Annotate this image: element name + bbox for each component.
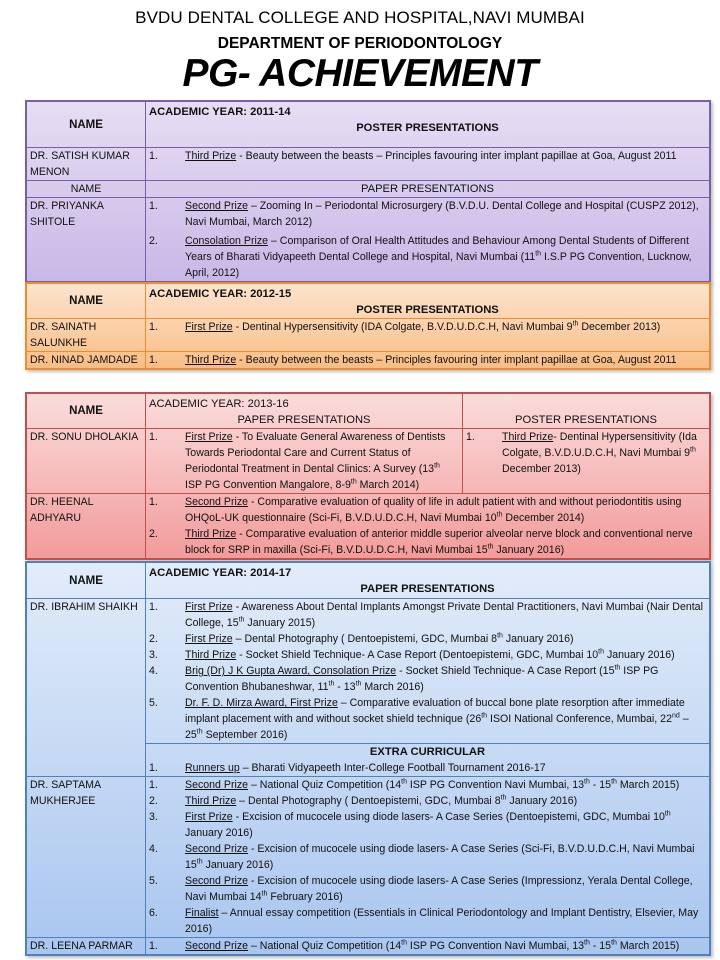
academic-year-2011-14-table	[25, 100, 711, 283]
achievement-item: 2. Consolation Prize – Comparison of Oral Health Attitudes and Behaviour Among Dental Students of Different Years of Bharati Vidyapeeth Dental College and Hospital, Navi Mumbai (11th I.S.P PG Convention, Lucknow, April, 2012)	[149, 235, 692, 279]
prize-label: First Prize	[185, 811, 233, 823]
achievement-item: 1. Third Prize- Dentinal Hypersensitivity (Ida Colgate, B.V.D.U.D.C.H, Navi Mumbai 9th December 2013)	[466, 431, 697, 475]
prize-label: Third Prize	[185, 795, 237, 807]
department-name: DEPARTMENT OF PERIODONTOLOGY	[217, 35, 503, 52]
name-column-header: NAME	[27, 284, 146, 319]
prize-label: First Prize	[185, 321, 233, 333]
student-name: DR. SATISH KUMAR MENON	[27, 148, 146, 181]
achievement-item: 5. Second Prize - Excision of mucocele using diode lasers- A Case Series (Impressionz, Yerala Dental College, Navi Mumbai 14th February 2016)	[149, 875, 693, 903]
section-header-extra-curricular: EXTRA CURRICULAR	[369, 746, 486, 758]
prize-label: Second Prize	[185, 940, 249, 952]
prize-label: Second Prize	[185, 779, 249, 791]
achievement-item: 6. Finalist – Annual essay competition (Essentials in Clinical Periodontology and Implant Dentistry, Elsevier, May 2016)	[149, 907, 699, 935]
academic-year-label: ACADEMIC YEAR: 2012-15	[149, 288, 292, 300]
prize-label: Second Prize	[185, 843, 249, 855]
achievement-item: 4. Brig (Dr) J K Gupta Award, Consolation Prize - Socket Shield Technique- A Case Report (15th ISP PG Convention Bhubaneshwar, 11th - 13th March 2016)	[149, 664, 659, 693]
table-row	[27, 319, 710, 352]
academic-year-label: ACADEMIC YEAR: 2011-14	[149, 106, 291, 118]
student-name: DR. SAPTAMA MUKHERJEE	[27, 777, 146, 938]
page-title: PG- ACHIEVEMENT	[182, 52, 538, 95]
academic-year-2013-16-table	[25, 392, 711, 560]
student-name: DR. NINAD JAMDADE	[27, 352, 146, 369]
prize-label: Second Prize	[185, 875, 249, 887]
achievement-item: 2. Third Prize – Dental Photography ( Dentoepistemi, GDC, Mumbai 8th January 2016)	[149, 794, 578, 807]
achievement-item: 1. Third Prize - Beauty between the beasts – Principles favouring inter implant papillae at Goa, August 2011	[149, 150, 677, 162]
student-name: DR. SAINATH SALUNKHE	[27, 319, 146, 352]
prize-label: Third Prize	[185, 150, 237, 162]
section-header-paper: PAPER PRESENTATIONS	[146, 181, 710, 198]
section-header-poster: POSTER PRESENTATIONS	[356, 122, 499, 134]
prize-label: Third Prize	[185, 649, 237, 661]
student-name: DR. SONU DHOLAKIA	[27, 429, 146, 494]
prize-label: First Prize	[185, 633, 233, 645]
prize-label: Brig (Dr) J K Gupta Award, Consolation Prize	[185, 665, 397, 677]
name-column-header: NAME	[27, 102, 146, 148]
institution-name: BVDU DENTAL COLLEGE AND HOSPITAL,NAVI MUMBAI	[135, 8, 585, 27]
prize-label: Third Prize	[502, 431, 554, 443]
achievement-item: 5. Dr. F. D. Mirza Award, First Prize – Comparative evaluation of buccal bone plate resorption after immediate implant placement with and without socket shield technique (26th ISOI National Conference, Mumbai, 22nd – 25th September 2016)	[149, 697, 689, 741]
table-row	[27, 599, 710, 744]
name-column-header: NAME	[27, 394, 146, 429]
table-row	[27, 148, 710, 181]
academic-year-2014-17-table	[25, 561, 711, 956]
achievement-item: 1. First Prize - Awareness About Dental Implants Amongst Private Dental Practitioners, Navi Mumbai (Nair Dental College, 15th January 2015)	[149, 601, 703, 629]
prize-label: Second Prize	[185, 496, 249, 508]
achievement-item: 2. Third Prize - Comparative evaluation of anterior middle superior alveolar nerve block and conventional nerve block for SRP in maxilla (Sci-Fi, B.V.D.U.D.C.H, Navi Mumbai 15th January 2016)	[149, 528, 693, 556]
section-header-poster: POSTER PRESENTATIONS	[515, 414, 657, 426]
prize-label: Third Prize	[185, 354, 237, 366]
prize-label: Dr. F. D. Mirza Award, First Prize	[185, 697, 338, 709]
achievement-item: 1. Second Prize – National Quiz Competition (14th ISP PG Convention Navi Mumbai, 13th - 15th March 2015)	[149, 939, 680, 952]
prize-label: Consolation Prize	[185, 235, 269, 247]
section-header-paper: PAPER PRESENTATIONS	[360, 583, 495, 595]
prize-label: Third Prize	[185, 528, 237, 540]
achievement-item: 3. First Prize - Excision of mucocele using diode lasers- A Case Series (Dentoepistemi, GDC, Mumbai 10th January 2016)	[149, 810, 671, 839]
academic-year-label: ACADEMIC YEAR: 2013-16	[149, 398, 289, 410]
name-column-header: NAME	[27, 181, 146, 198]
prize-label: First Prize	[185, 601, 233, 613]
student-name: DR. IBRAHIM SHAIKH	[27, 599, 146, 777]
prize-label: Second Prize	[185, 200, 249, 212]
achievement-item: 1. First Prize - Dentinal Hypersensitivity (IDA Colgate, B.V.D.U.D.C.H, Navi Mumbai 9th December 2013)	[149, 320, 661, 333]
table-row	[27, 198, 710, 282]
academic-year-label: ACADEMIC YEAR: 2014-17	[149, 567, 292, 579]
table-row	[27, 429, 710, 494]
achievement-item: 3. Third Prize - Socket Shield Technique- A Case Report (Dentoepistemi, GDC, Mumbai 10th January 2016)	[149, 648, 675, 661]
prize-label: First Prize	[185, 431, 233, 443]
name-column-header: NAME	[27, 563, 146, 599]
achievement-item: 1. Second Prize - Comparative evaluation of quality of life in adult patient with and without periodontitis using OHQoL-UK questionnaire (Sci-Fi, B.V.D.U.D.C.H, Navi Mumbai 10th December 2014)	[149, 496, 682, 524]
achievement-item: 1. Second Prize – Zooming In – Periodontal Microsurgery (B.V.D.U. Dental College and Hospital (CUSPZ 2012), Navi Mumbai, March 2012)	[149, 200, 699, 228]
table-row	[27, 938, 710, 955]
prize-label: Finalist	[185, 907, 219, 919]
achievement-item: 2. First Prize – Dental Photography ( Dentoepistemi, GDC, Mumbai 8th January 2016)	[149, 632, 574, 645]
achievement-item: 1. First Prize - To Evaluate General Awareness of Dentists Towards Periodontal Care and Current Status of Periodontal Treatment in Dental Clinics: A Survey (13th ISP PG Convention Mangalore, 8-9th March 2014)	[149, 431, 446, 491]
student-name: DR. LEENA PARMAR	[27, 938, 146, 955]
achievement-item: 1. Second Prize – National Quiz Competition (14th ISP PG Convention Navi Mumbai, 13th - 15th March 2015)	[149, 778, 680, 791]
achievement-item: 4. Second Prize - Excision of mucocele using diode lasers- A Case Series (Sci-Fi, B.V.D.U.D.C.H, Navi Mumbai 15th January 2016)	[149, 843, 695, 871]
table-row	[27, 352, 710, 369]
section-header-paper: PAPER PRESENTATIONS	[237, 414, 371, 426]
academic-year-2012-15-table	[25, 282, 711, 370]
student-name: DR. PRIYANKA SHITOLE	[27, 198, 146, 282]
section-header-poster: POSTER PRESENTATIONS	[356, 304, 499, 316]
prize-label: Runners up	[185, 762, 240, 774]
achievement-item: 1. Runners up – Bharati Vidyapeeth Inter-College Football Tournament 2016-17	[149, 762, 546, 774]
table-row	[27, 494, 710, 559]
achievement-item: 1. Third Prize - Beauty between the beasts – Principles favouring inter implant papillae at Goa, August 2011	[149, 354, 677, 366]
student-name: DR. HEENAL ADHYARU	[27, 494, 146, 559]
table-row	[27, 777, 710, 938]
